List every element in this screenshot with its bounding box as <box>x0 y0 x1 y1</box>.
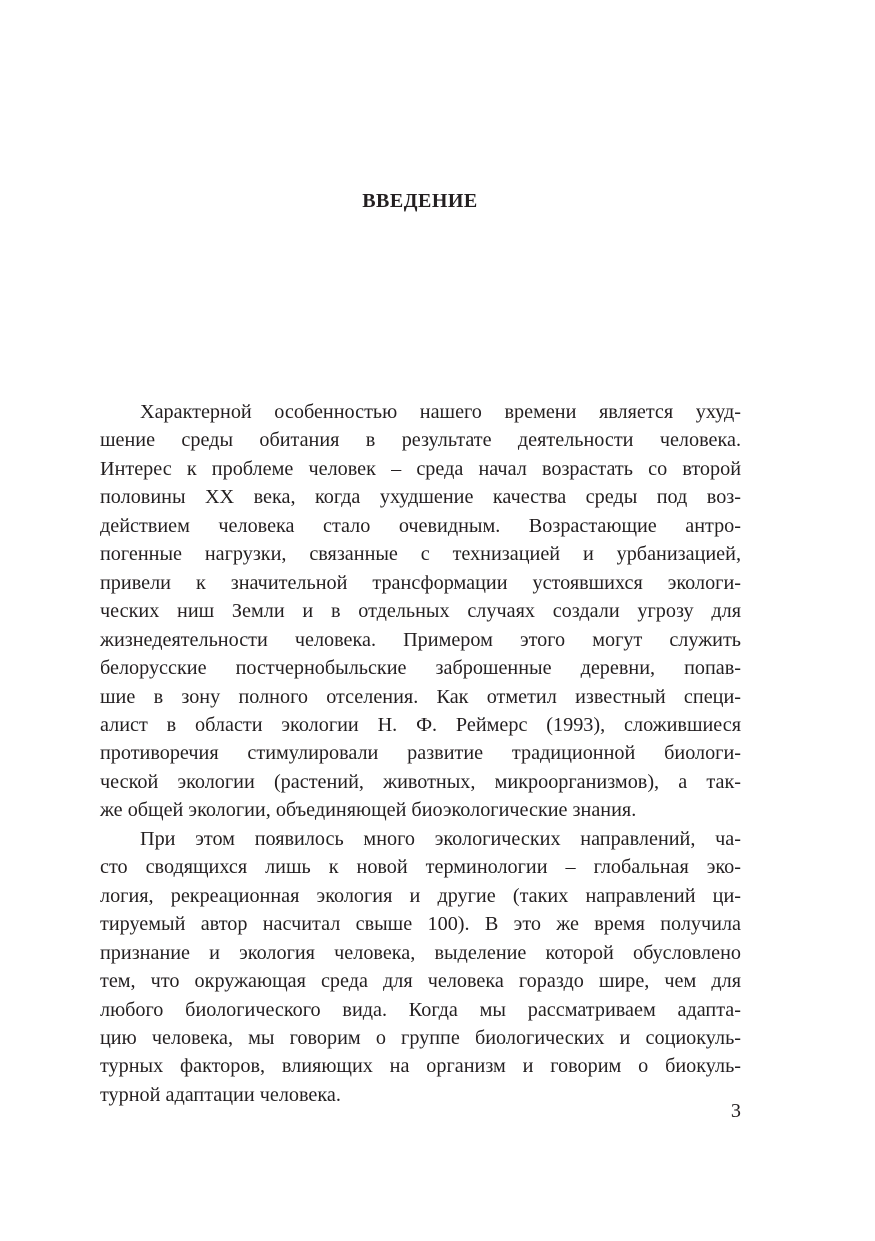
paragraph-1 <box>100 398 741 825</box>
body-text <box>100 398 741 1109</box>
text-line: любого биологического вида. Когда мы рассматриваем адапта- <box>100 998 741 1021</box>
page-number: 3 <box>730 1100 741 1122</box>
text-line: жизнедеятельности человека. Примером этого могут служить <box>100 628 741 651</box>
text-line: Интерес к проблеме человек – среда начал возрастать со второй <box>100 457 741 480</box>
text-line: признание и экология человека, выделение которой обусловлено <box>100 941 741 964</box>
text-line: белорусские постчернобыльские заброшенные деревни, попав- <box>100 657 741 680</box>
text-line: погенные нагрузки, связанные с технизацией и урбанизацией, <box>100 543 741 566</box>
text-line: противоречия стимулировали развитие традиционной биологи- <box>100 742 741 765</box>
text-line: алист в области экологии Н. Ф. Реймерс (1993), сложившиеся <box>100 713 741 736</box>
text-line: Характерной особенностью нашего времени является ухуд- <box>140 401 741 423</box>
text-line: цию человека, мы говорим о группе биологических и социокуль- <box>100 1026 741 1049</box>
text-line: половины XX века, когда ухудшение качества среды под воз- <box>100 486 741 509</box>
text-line: привели к значительной трансформации устоявшихся экологи- <box>100 571 741 594</box>
text-line: шение среды обитания в результате деятельности человека. <box>100 429 741 452</box>
text-line: турных факторов, влияющих на организм и говорим о биокуль- <box>100 1055 741 1078</box>
text-line: логия, рекреационная экология и другие (таких направлений ци- <box>100 884 741 907</box>
text-line: При этом появилось много экологических направлений, ча- <box>140 827 741 850</box>
text-line: действием человека стало очевидным. Возрастающие антро- <box>100 514 741 537</box>
text-line: ческой экологии (растений, животных, микроорганизмов), а так- <box>100 770 741 793</box>
text-line: тем, что окружающая среда для человека гораздо шире, чем для <box>100 970 741 993</box>
text-line: же общей экологии, объединяющей биоэкологические знания. <box>100 799 637 822</box>
paragraph-2 <box>100 825 741 1110</box>
text-line: турной адаптации человека. <box>100 1083 341 1106</box>
chapter-title: ВВЕДЕНИЕ <box>362 190 478 212</box>
text-line: ческих ниш Земли и в отдельных случаях создали угрозу для <box>100 600 741 623</box>
text-line: сто сводящихся лишь к новой терминологии – глобальная эко- <box>100 856 741 879</box>
text-line: тируемый автор насчитал свыше 100). В это же время получила <box>100 913 741 936</box>
text-line: шие в зону полного отселения. Как отметил известный специ- <box>100 685 741 708</box>
